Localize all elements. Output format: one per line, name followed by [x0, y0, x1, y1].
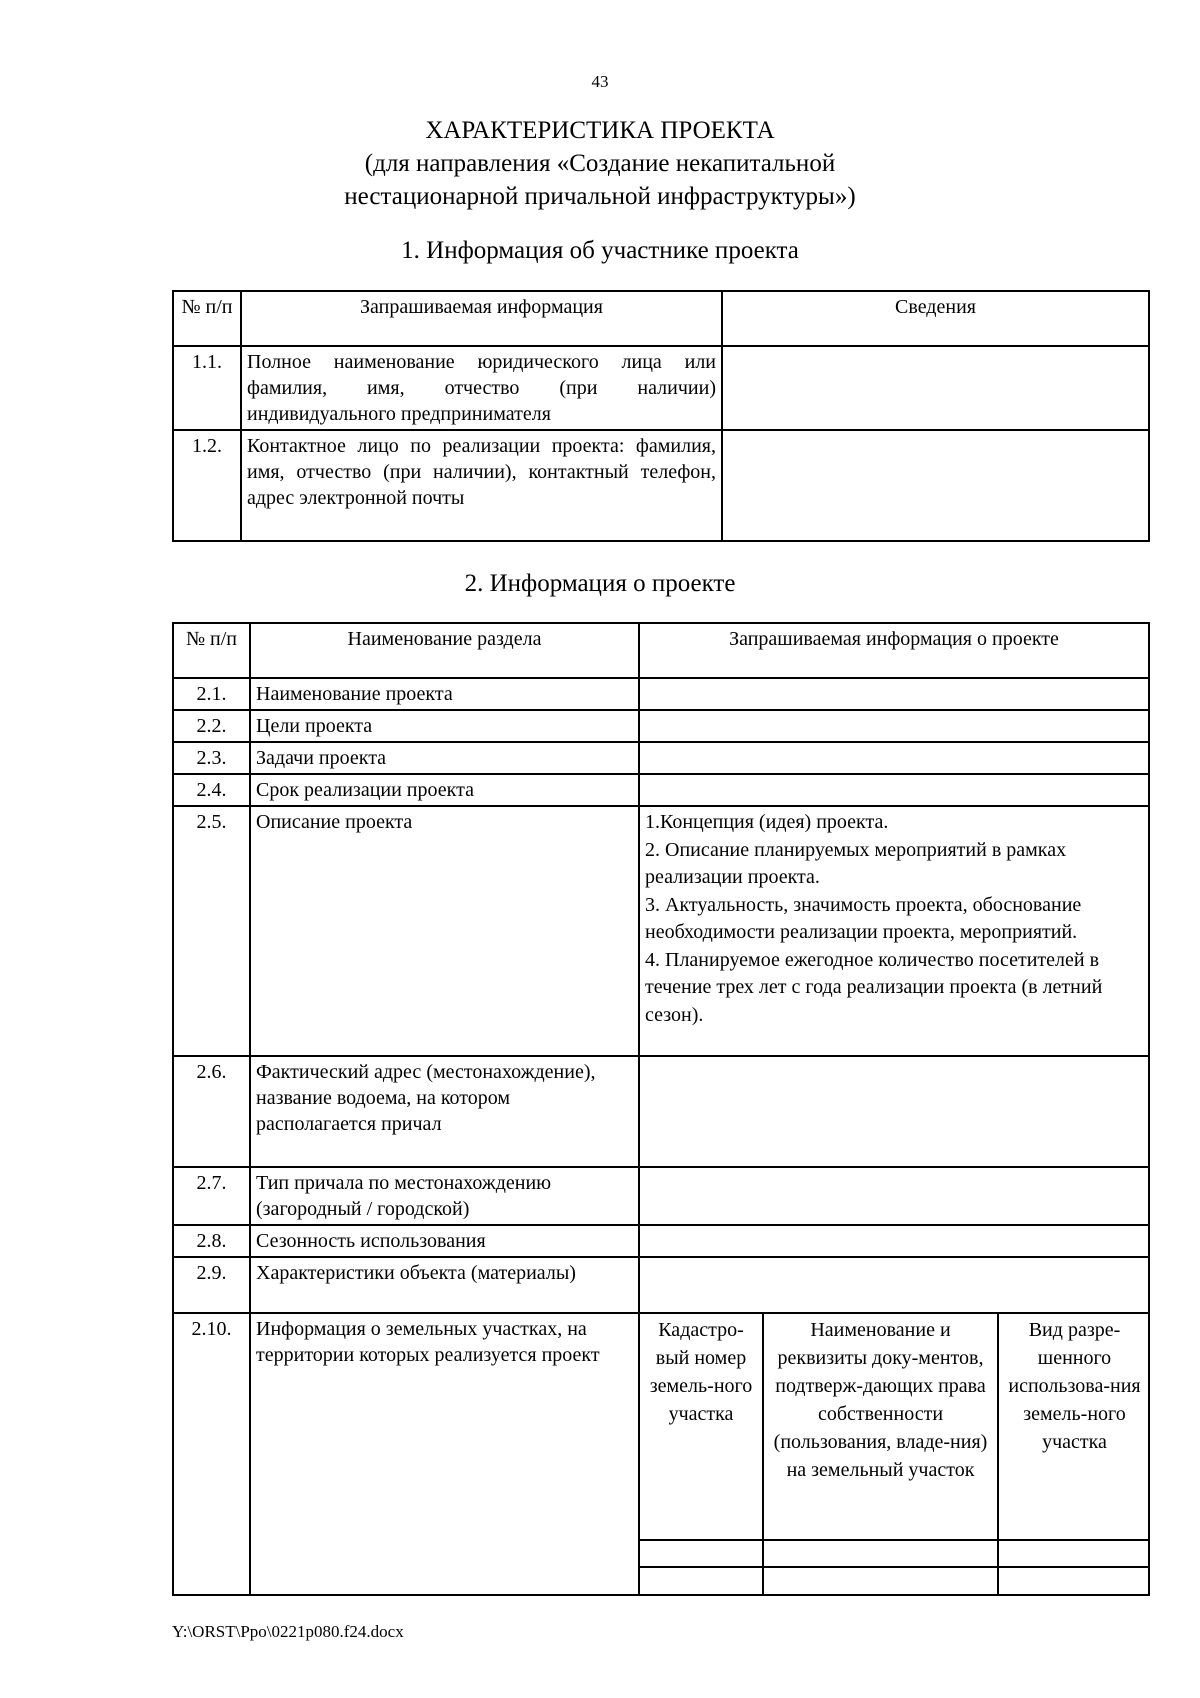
row-name: Фактический адрес (местонахождение), название водоема, на котором располагается причал — [250, 1056, 639, 1167]
row-num: 2.4. — [173, 774, 250, 806]
header-cadastral-number: Кадастро-вый номер земель-ного участка — [640, 1314, 763, 1540]
land-plots-cell — [639, 1313, 1149, 1595]
land-cell[interactable] — [763, 1567, 998, 1594]
land-cell[interactable] — [640, 1540, 763, 1567]
row-num: 2.1. — [173, 678, 250, 710]
row-name: Информация о земельных участках, на территории которых реализуется проект — [250, 1313, 639, 1595]
project-table — [172, 622, 1150, 1596]
description-item: 3. Актуальность, значимость проекта, обоснование необходимости реализации проекта, мероприятий. — [645, 893, 1082, 943]
row-name: Тип причала по местонахождению (загородный / городской) — [250, 1167, 639, 1225]
table-row — [173, 1167, 1149, 1225]
row-num: 2.8. — [173, 1225, 250, 1257]
row-info-cell[interactable] — [639, 1257, 1149, 1313]
row-name: Описание проекта — [250, 806, 639, 1056]
description-item: 2. Описание планируемых мероприятий в рамках реализации проекта. — [645, 838, 1067, 888]
table-header-row — [173, 623, 1149, 678]
table-row — [173, 430, 1149, 541]
file-path-footer: Y:\ORST\Ppo\0221p080.f24.docx — [172, 1622, 404, 1641]
row-info-cell[interactable] — [639, 710, 1149, 742]
header-num: № п/п — [173, 291, 241, 346]
participant-table — [172, 290, 1150, 542]
row-num: 2.2. — [173, 710, 250, 742]
title-line-3: нестационарной причальной инфраструктуры») — [344, 183, 856, 210]
row-num: 2.5. — [173, 806, 250, 1056]
row-name: Наименование проекта — [250, 678, 639, 710]
row-num: 2.7. — [173, 1167, 250, 1225]
row-num: 1.2. — [173, 430, 241, 541]
row-info-cell[interactable] — [639, 678, 1149, 710]
header-num: № п/п — [173, 623, 250, 678]
table-row — [173, 806, 1149, 1056]
land-cell[interactable] — [640, 1567, 763, 1594]
row-info-cell[interactable] — [639, 1056, 1149, 1167]
description-items-cell — [639, 806, 1149, 1056]
description-item: 1.Концепция (идея) проекта. — [645, 811, 889, 833]
table-row — [173, 1257, 1149, 1313]
land-data-row — [640, 1567, 1150, 1594]
header-details: Сведения — [722, 291, 1149, 346]
table-row — [173, 1056, 1149, 1167]
row-info-cell[interactable] — [639, 1167, 1149, 1225]
table-row — [173, 346, 1149, 430]
land-cell[interactable] — [998, 1540, 1150, 1567]
row-info-cell[interactable] — [639, 1225, 1149, 1257]
land-cell[interactable] — [763, 1540, 998, 1567]
table-row — [173, 678, 1149, 710]
row-text: Полное наименование юридического лица или фамилия, имя, отчество (при наличии) индивидуального предпринимателя — [241, 346, 722, 430]
row-value-cell[interactable] — [722, 346, 1149, 430]
land-data-row — [640, 1540, 1150, 1567]
row-name: Срок реализации проекта — [250, 774, 639, 806]
row-info-cell[interactable] — [639, 774, 1149, 806]
row-name: Характеристики объекта (материалы) — [250, 1257, 639, 1313]
row-value-cell[interactable] — [722, 430, 1149, 541]
page-number: 43 — [591, 72, 609, 91]
table-row — [173, 1313, 1149, 1595]
table-row — [173, 710, 1149, 742]
section-2-heading: 2. Информация о проекте — [464, 570, 736, 597]
header-requested-info: Запрашиваемая информация о проекте — [639, 623, 1149, 678]
row-num: 2.10. — [173, 1313, 250, 1595]
title-line-2: (для направления «Создание некапитальной — [364, 150, 836, 177]
row-name: Цели проекта — [250, 710, 639, 742]
row-num: 2.6. — [173, 1056, 250, 1167]
header-use-type: Вид разре-шенного использова-ния земель-ного участка — [998, 1314, 1150, 1540]
title-line-1: ХАРАКТЕРИСТИКА ПРОЕКТА — [425, 117, 775, 144]
row-num: 1.1. — [173, 346, 241, 430]
header-section-name: Наименование раздела — [250, 623, 639, 678]
row-text: Контактное лицо по реализации проекта: фамилия, имя, отчество (при наличии), контактный телефон, адрес электронной почты — [241, 430, 722, 541]
land-cell[interactable] — [998, 1567, 1150, 1594]
header-requested-info: Запрашиваемая информация — [241, 291, 722, 346]
table-row — [173, 1225, 1149, 1257]
description-item: 4. Планируемое ежегодное количество посетителей в течение трех лет с года реализации проекта (в летний сезон). — [645, 948, 1103, 1026]
table-row — [173, 742, 1149, 774]
table-header-row — [173, 291, 1149, 346]
row-num: 2.3. — [173, 742, 250, 774]
header-documents: Наименование и реквизиты доку-ментов, подтверж-дающих права собственности (пользования, владе-ния) на земельный участок — [763, 1314, 998, 1540]
land-header-row — [640, 1314, 1150, 1540]
row-info-cell[interactable] — [639, 742, 1149, 774]
document-title — [0, 114, 1200, 213]
row-name: Задачи проекта — [250, 742, 639, 774]
section-1-heading: 1. Информация об участнике проекта — [401, 237, 799, 264]
table-row — [173, 774, 1149, 806]
land-plots-table — [640, 1314, 1150, 1594]
row-num: 2.9. — [173, 1257, 250, 1313]
row-name: Сезонность использования — [250, 1225, 639, 1257]
